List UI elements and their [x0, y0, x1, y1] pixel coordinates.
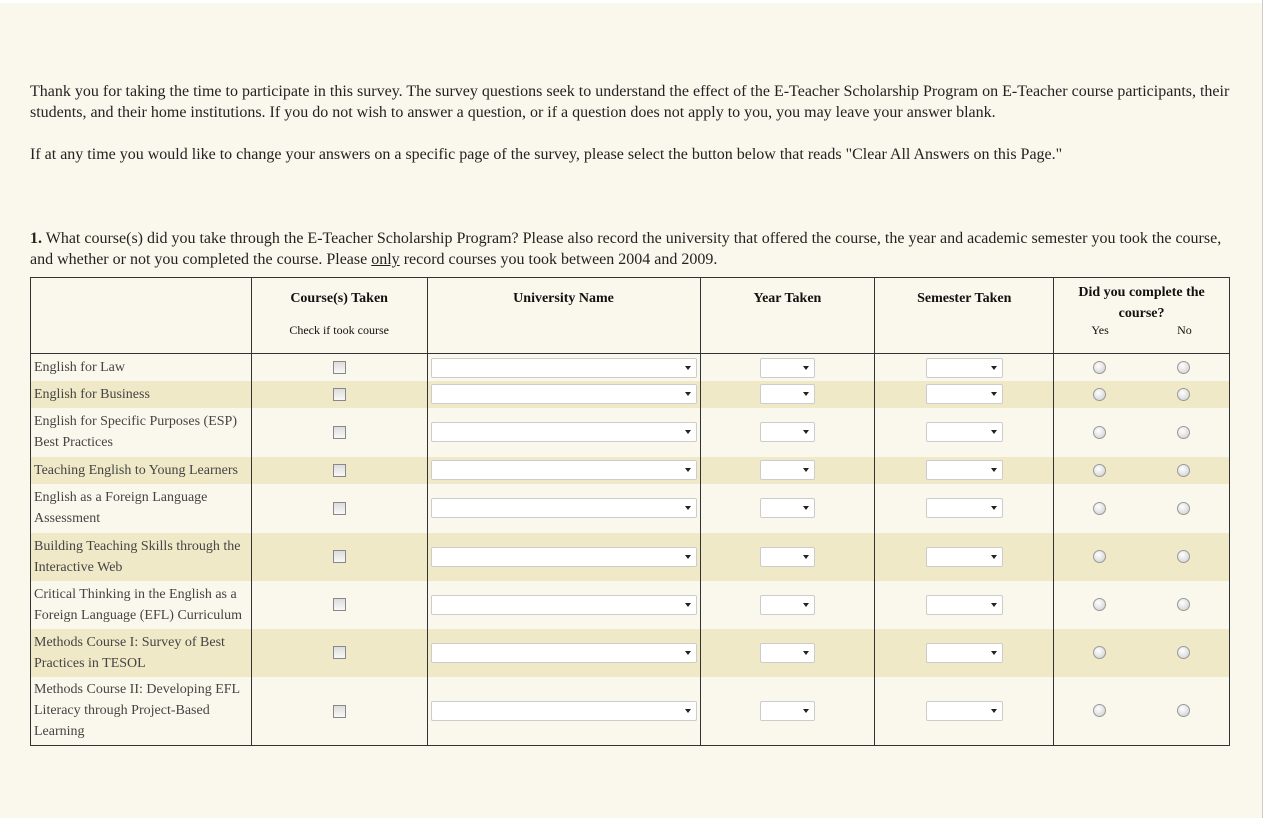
semester-select[interactable]	[926, 498, 1003, 518]
course-name: Methods Course I: Survey of Best Practices in TESOL	[31, 629, 252, 677]
took-course-checkbox[interactable]	[333, 598, 346, 611]
university-select[interactable]	[431, 595, 697, 615]
semester-select[interactable]	[926, 460, 1003, 480]
intro-paragraph-clear-answers: If at any time you would like to change your answers on a specific page of the survey, please select the button below that reads "Clear All Answers on this Page."	[30, 146, 1063, 163]
took-course-checkbox[interactable]	[333, 361, 346, 374]
course-name: Teaching English to Young Learners	[31, 457, 252, 484]
course-name: English for Specific Purposes (ESP) Best Practices	[31, 408, 252, 457]
completed-no-radio[interactable]	[1177, 704, 1190, 717]
completed-no-radio[interactable]	[1177, 388, 1190, 401]
header-yes: Yes	[1091, 323, 1109, 337]
took-course-checkbox[interactable]	[333, 502, 346, 515]
table-row	[31, 354, 1230, 381]
course-name: English for Law	[31, 354, 252, 381]
semester-select[interactable]	[926, 547, 1003, 567]
year-select[interactable]	[760, 460, 815, 480]
completed-no-radio[interactable]	[1177, 598, 1190, 611]
header-course: Course(s) Taken Check if took course	[251, 278, 427, 354]
completed-yes-radio[interactable]	[1093, 704, 1106, 717]
completed-no-radio[interactable]	[1177, 464, 1190, 477]
intro-paragraph: Thank you for taking the time to participate in this survey. The survey questions seek to understand the effect of the E-Teacher Scholarship Program on E-Teacher course participants, their students, and their home institutions. If you do not wish to answer a question, or if a question does not apply to you, you may leave your answer blank.	[30, 83, 1230, 121]
year-select[interactable]	[760, 422, 815, 442]
completed-no-radio[interactable]	[1177, 361, 1190, 374]
year-select[interactable]	[760, 498, 815, 518]
university-select[interactable]	[431, 460, 697, 480]
table-row	[31, 629, 1230, 677]
took-course-checkbox[interactable]	[333, 646, 346, 659]
completed-no-radio[interactable]	[1177, 550, 1190, 563]
course-name: Critical Thinking in the English as a Foreign Language (EFL) Curriculum	[31, 581, 252, 629]
completed-yes-radio[interactable]	[1093, 361, 1106, 374]
completed-no-radio[interactable]	[1177, 646, 1190, 659]
university-select[interactable]	[431, 547, 697, 567]
header-blank	[31, 278, 252, 354]
took-course-checkbox[interactable]	[333, 550, 346, 563]
year-select[interactable]	[760, 643, 815, 663]
semester-select[interactable]	[926, 384, 1003, 404]
took-course-checkbox[interactable]	[333, 705, 346, 718]
year-select[interactable]	[760, 358, 815, 378]
top-band	[0, 0, 1262, 3]
university-select[interactable]	[431, 384, 697, 404]
university-select[interactable]	[431, 498, 697, 518]
completed-yes-radio[interactable]	[1093, 464, 1106, 477]
header-university: University Name	[427, 278, 700, 354]
year-select[interactable]	[760, 384, 815, 404]
header-no: No	[1177, 323, 1192, 337]
completed-yes-radio[interactable]	[1093, 598, 1106, 611]
course-name: Methods Course II: Developing EFL Literacy through Project-Based Learning	[31, 677, 252, 746]
header-complete: Did you complete the course? Yes No	[1054, 278, 1230, 354]
university-select[interactable]	[431, 422, 697, 442]
university-select[interactable]	[431, 701, 697, 721]
table-row	[31, 533, 1230, 581]
question-number: 1.	[30, 230, 42, 247]
took-course-checkbox[interactable]	[333, 426, 346, 439]
completed-yes-radio[interactable]	[1093, 388, 1106, 401]
question-emphasis: only	[371, 251, 400, 268]
table-row	[31, 408, 1230, 457]
semester-select[interactable]	[926, 358, 1003, 378]
table-row	[31, 457, 1230, 484]
semester-select[interactable]	[926, 643, 1003, 663]
question-1	[30, 228, 1230, 270]
university-select[interactable]	[431, 643, 697, 663]
survey-intro	[30, 81, 1230, 186]
completed-yes-radio[interactable]	[1093, 502, 1106, 515]
course-table	[30, 277, 1230, 746]
completed-no-radio[interactable]	[1177, 502, 1190, 515]
course-name: English as a Foreign Language Assessment	[31, 484, 252, 533]
semester-select[interactable]	[926, 422, 1003, 442]
course-name: English for Business	[31, 381, 252, 408]
table-row	[31, 381, 1230, 408]
year-select[interactable]	[760, 547, 815, 567]
header-year: Year Taken	[700, 278, 875, 354]
question-text-end: record courses you took between 2004 and 2009.	[399, 251, 718, 268]
course-name: Building Teaching Skills through the Interactive Web	[31, 533, 252, 581]
semester-select[interactable]	[926, 595, 1003, 615]
completed-yes-radio[interactable]	[1093, 426, 1106, 439]
table-row	[31, 677, 1230, 746]
took-course-checkbox[interactable]	[333, 388, 346, 401]
table-row	[31, 484, 1230, 533]
table-row	[31, 581, 1230, 629]
year-select[interactable]	[760, 595, 815, 615]
completed-no-radio[interactable]	[1177, 426, 1190, 439]
year-select[interactable]	[760, 701, 815, 721]
completed-yes-radio[interactable]	[1093, 550, 1106, 563]
university-select[interactable]	[431, 358, 697, 378]
question-text: What course(s) did you take through the E-Teacher Scholarship Program? Please also record the university that offered the course, the year and academic semester you took the course, and whether or not you completed the course. Please	[30, 230, 1222, 268]
completed-yes-radio[interactable]	[1093, 646, 1106, 659]
took-course-checkbox[interactable]	[333, 464, 346, 477]
header-semester: Semester Taken	[875, 278, 1054, 354]
semester-select[interactable]	[926, 701, 1003, 721]
scrollbar[interactable]	[1262, 0, 1267, 818]
